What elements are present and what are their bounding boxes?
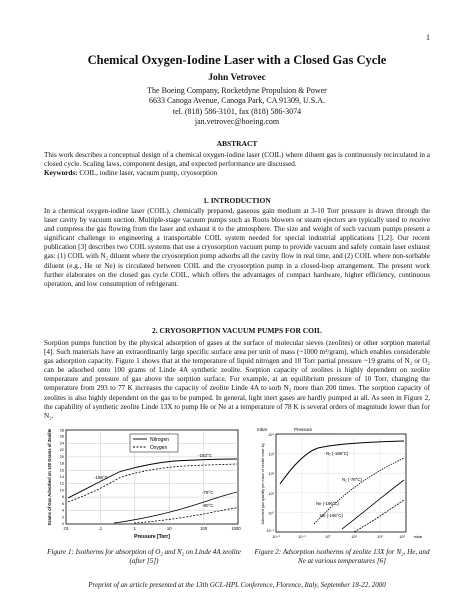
figure-1-xlabel: Pressure [Torr]: [134, 534, 170, 540]
section1-body: [44, 207, 430, 289]
svg-text:10²: 10²: [268, 472, 274, 477]
abstract-heading: ABSTRACT: [216, 139, 258, 148]
curve-label-ne-196: Ne (-196°C): [316, 501, 339, 506]
svg-text:2: 2: [61, 515, 64, 520]
svg-text:10⁰: 10⁰: [325, 535, 331, 539]
svg-text:.01: .01: [63, 526, 69, 531]
curve-label-n2-78: N₂ (-78°C): [342, 477, 362, 482]
figure-2-xticks: [272, 535, 405, 539]
figure-2-ylabel: Adsorbed gas quantity per mass of zeolite mbar·l/g: [261, 443, 265, 525]
svg-text:10¹: 10¹: [351, 535, 357, 539]
author-address: 6633 Canoga Avenue, Canoga Park, CA 91309, U.S.A.: [148, 96, 326, 105]
paper-title: Chemical Oxygen-Iodine Laser with a Closed Gas Cycle: [87, 53, 387, 67]
svg-text:14: 14: [59, 475, 64, 479]
svg-text:16: 16: [59, 468, 64, 473]
svg-text:10⁻²: 10⁻²: [272, 535, 280, 539]
author-affiliation: The Boeing Company, Rocketdyne Propulsion & Power: [147, 85, 327, 95]
temp-label-196: -196°C: [94, 475, 109, 480]
author-block: [0, 73, 474, 128]
svg-text:4: 4: [61, 508, 64, 513]
figure-1-caption: Figure 1: Isotherms for absorption of O₂ and N₂ on Linde 4A zeolite (after [5]): [47, 548, 241, 565]
section1-heading: 1. INTRODUCTION: [203, 196, 271, 205]
keywords-line: [44, 169, 430, 178]
svg-text:10⁻¹: 10⁻¹: [298, 535, 306, 539]
svg-text:100: 100: [200, 526, 208, 531]
figure-2: [254, 424, 430, 546]
figure-2-yticks: [267, 433, 275, 533]
figure-1-xticks: [63, 526, 241, 531]
svg-text:24: 24: [59, 441, 64, 446]
author-email[interactable]: jan.vetrovec@boeing.com: [194, 117, 280, 126]
curve-label-n2-196: N₂ (-196°C): [326, 451, 349, 456]
section2-text: Sorption pumps function by the physical adsorption of gases at the surface of molecular sieves (zeolites) or other sorption material [4]. Such materials have an extraordinarily large specific surface area per unit of mass (~1000 m²/gram), which enables considerable gas adsorption capacity. Figure 1 shows that at the temperature of liquid nitrogen and 10 Torr partial pressure ~19 grams of N₂ or O₂ can be adsorbed onto 100 grams of Linde 4A synthetic zeolite. Sorption capacity of zeolites is highly dependent on zeolite temperature and pressure of gas above the sorption surface. For example, at an equilibrium pressure of 10 Torr, changing the temperature from 293 to 77 K increases the capacity of zeolite Linde 4A to sorb N₂ more than 200 times. The sorption capacity of zeolites is also highly dependent on the gas to be pumped. In general, light inert gases are hardly pumped at all. As seen in Figure 2, the capability of synthetic zeolite Linde 13X to pump He or Ne at a temperature of 78 K is several orders of magnitude lower than for N₂.: [44, 339, 430, 420]
figure-1-ylabel: Grams of Gas Adsorbed on 100 Grams of Zeolite: [47, 428, 52, 526]
svg-text:1: 1: [133, 526, 136, 531]
page-number: 1: [426, 33, 430, 42]
keywords-text: COIL, iodine laser, vacuum pump, cryosorption: [79, 169, 218, 178]
figure-2-top-label: Pressure: [294, 427, 313, 432]
legend-nitrogen: Nitrogen: [150, 437, 169, 443]
svg-text:10⁰: 10⁰: [268, 511, 274, 516]
temp-label-78: -78°C: [202, 490, 214, 495]
keywords-label: Keywords:: [44, 169, 78, 178]
curve-label-he-196: He (-196°C): [320, 513, 343, 518]
section2-body: [44, 339, 430, 421]
author-name: John Vetrovec: [208, 73, 266, 83]
svg-text:10²: 10²: [377, 535, 383, 539]
abstract-body: [44, 151, 430, 178]
svg-text:.1: .1: [98, 526, 103, 531]
temp-label-90: -90°C: [202, 503, 214, 508]
abstract-text: This work describes a conceptual design of a chemical oxygen-iodine laser (COIL) where diluent gas is continuously recirculated in a closed cycle. Scaling laws, component design, and expected performance are discussed.: [44, 151, 430, 169]
legend-oxygen: Oxygen: [150, 445, 168, 451]
page-footer: Preprint of an article presented at the 13th GCL-HPL Conference, Florence, Italy, September 18-22, 2000: [88, 581, 386, 589]
svg-text:18: 18: [59, 461, 64, 466]
svg-text:10: 10: [166, 526, 172, 531]
svg-text:10⁻¹: 10⁻¹: [266, 529, 274, 533]
svg-text:0: 0: [61, 522, 64, 526]
svg-text:26: 26: [59, 434, 64, 439]
svg-text:6: 6: [61, 501, 64, 506]
svg-text:20: 20: [59, 454, 64, 459]
figure-1: [44, 426, 244, 544]
section2-heading: 2. CRYOSORPTION VACUUM PUMPS FOR COIL: [152, 326, 322, 335]
section1-text: In a chemical oxygen-iodine laser (COIL), chemically prepared, gaseous gain medium at 3-10 Torr pressure is drawn through the laser cavity by vacuum suction. Multiple-stage vacuum pumps such as Roots blowers or steam ejectors are typically used to receive and compress the gas flowing from the laser and exhaust it to the atmosphere. The size and weight of such vacuum pumps present a significant challenge to engineering a transportable COIL system needed for special industrial applications [1,2]. Our recent publication [3] describes two COIL systems that use a cryosorption vacuum pump to provide vacuum and safely contain laser exhaust gas: (1) COIL with N₂ diluent where the cryosorption pump adsorbs all the cavity flow in real time, and (2) COIL where non-sorbable diluent (e.g., He or Ne) is circulated between COIL and the cryosorption pump in a closed-loop arrangement. The present work further elaborates on the closed gas cycle COIL, which offers the advantages of compact hardware, higher efficiency, continuous operation, and low consumption of refrigerant.: [44, 207, 430, 288]
svg-text:22: 22: [59, 448, 64, 453]
svg-text:10: 10: [59, 488, 64, 493]
author-phone: tel. (818) 586-3101, fax (818) 586-3074: [172, 106, 302, 116]
svg-text:10³: 10³: [399, 535, 405, 539]
svg-text:8: 8: [61, 495, 64, 500]
temp-label-183: -183°C: [198, 453, 213, 458]
svg-text:28: 28: [59, 428, 64, 433]
svg-text:1000: 1000: [231, 526, 241, 531]
svg-text:10¹: 10¹: [268, 491, 274, 496]
figure-1-yticks: [60, 429, 64, 527]
figure-2-plot: [254, 424, 430, 546]
figure-2-caption: Figure 2: Adsorption isotherms of zeolite 13X for N₂, He, and Ne at various temperatures [6]: [254, 548, 430, 565]
figure-2-xunit: mbar: [413, 535, 423, 539]
svg-text:10⁴: 10⁴: [268, 433, 274, 437]
svg-text:10³: 10³: [268, 452, 274, 457]
figure-1-plot: [44, 426, 244, 544]
figure-2-corner-label: mbar: [257, 427, 268, 432]
svg-text:12: 12: [59, 481, 64, 486]
